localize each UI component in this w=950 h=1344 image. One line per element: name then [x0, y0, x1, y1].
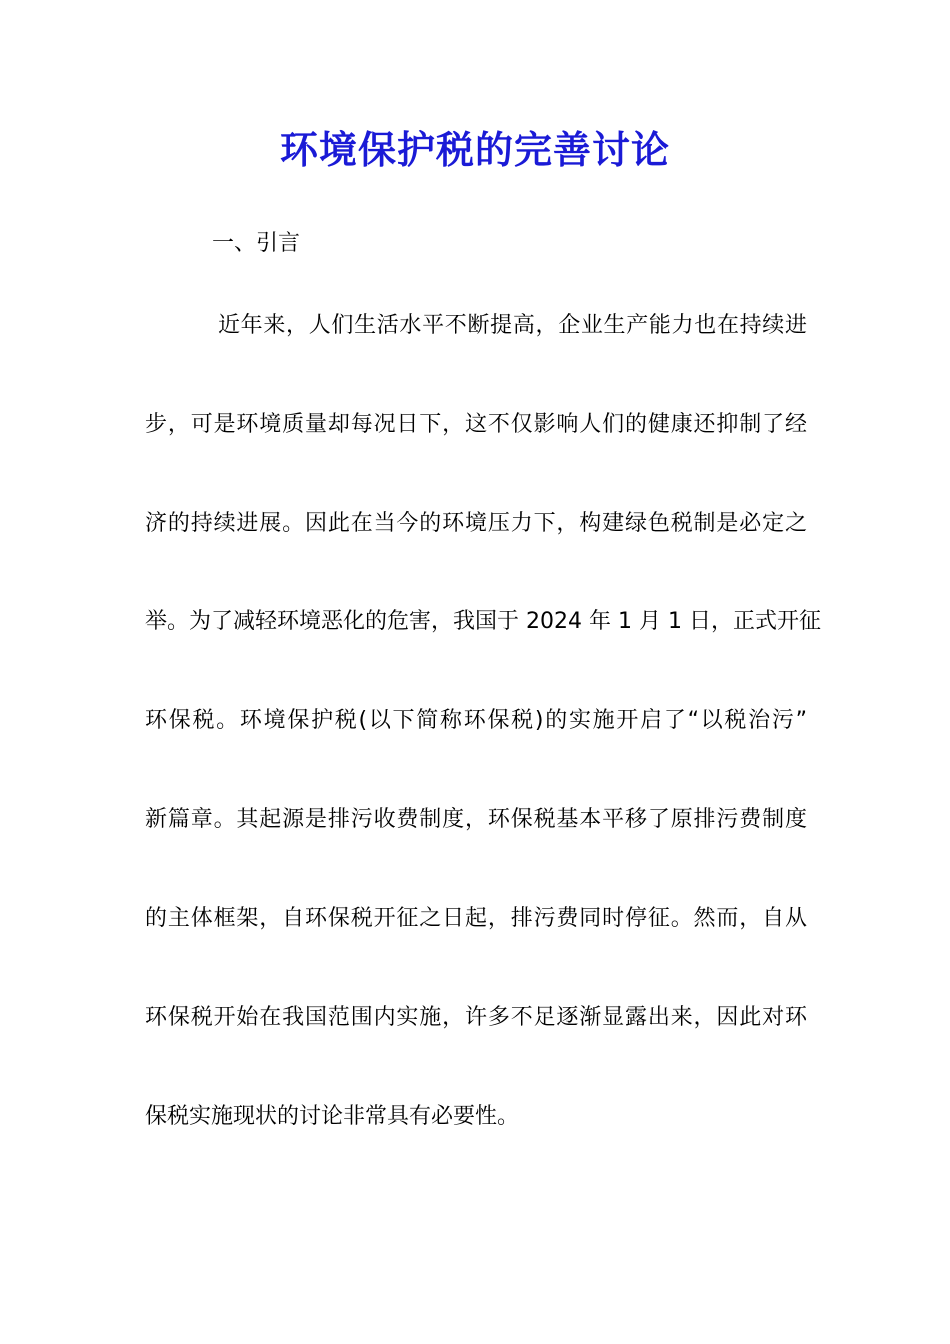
- paragraph-line: 环保税。环境保护税(以下简称环保税)的实施开启了“以税治污”: [145, 708, 807, 733]
- paragraph-line: 举。为了减轻环境恶化的危害，我国于 2024 年 1 月 1 日，正式开征: [145, 609, 821, 634]
- paragraph-line: 步，可是环境质量却每况日下，这不仅影响人们的健康还抑制了经: [145, 412, 807, 437]
- paragraph-line: 的主体框架，自环保税开征之日起，排污费同时停征。然而，自从: [145, 906, 807, 931]
- paragraph-line: 保税实施现状的讨论非常具有必要性。: [145, 1104, 520, 1129]
- paragraph-line: 新篇章。其起源是排污收费制度，环保税基本平移了原排污费制度: [145, 807, 807, 832]
- paragraph-line: 环保税开始在我国范围内实施，许多不足逐渐显露出来，因此对环: [145, 1005, 807, 1030]
- section-heading: 一、引言: [212, 231, 301, 256]
- paragraph-line: 济的持续进展。因此在当今的环境压力下，构建绿色税制是必定之: [145, 511, 807, 536]
- document-title: 环境保护税的完善讨论: [279, 127, 670, 172]
- paragraph-line: 近年来，人们生活水平不断提高，企业生产能力也在持续进: [218, 313, 807, 338]
